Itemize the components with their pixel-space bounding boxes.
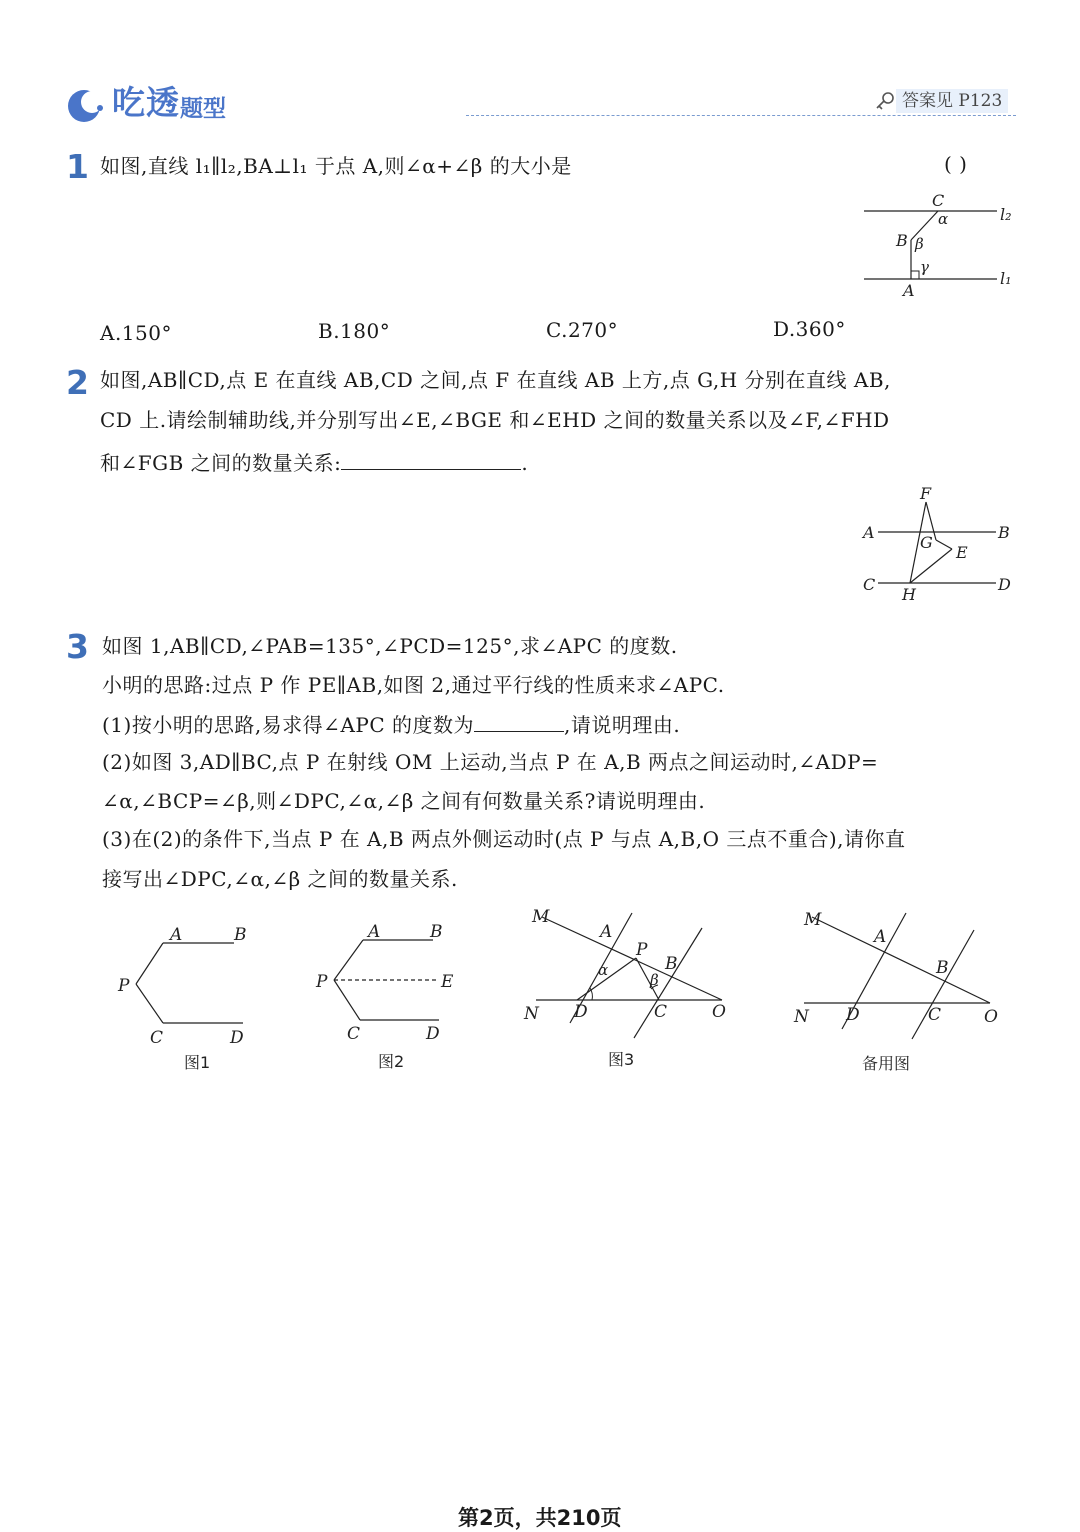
fig1-label-b: B: [234, 925, 247, 945]
fig1-label-p: P: [118, 976, 130, 996]
fig1-label-c: C: [150, 1028, 164, 1048]
section-subtitle: 题型: [180, 96, 226, 122]
fig3-label-b: B: [665, 954, 678, 974]
q3-line-2: 小明的思路:过点 P 作 PE∥AB,如图 2,通过平行线的性质来求∠APC.: [102, 673, 725, 697]
fig4-label-n: N: [794, 1007, 809, 1027]
fig3-label-c: C: [654, 1002, 668, 1022]
q1-label-c: C: [932, 191, 945, 210]
fig1-caption: 图1: [184, 1053, 211, 1072]
q2-label-e: E: [956, 543, 968, 562]
question-number-2: 2: [66, 363, 89, 402]
fig3-label-beta: β: [650, 971, 659, 989]
q2-line-3-text: 和∠FGB 之间的数量关系:: [100, 451, 342, 475]
q1-label-l2: l₂: [1000, 205, 1012, 224]
fig4-caption: 备用图: [862, 1054, 911, 1073]
fig3-label-a: A: [600, 922, 613, 942]
q3-line-3-end: ,请说明理由.: [564, 713, 681, 737]
q3-line-1: 如图 1,AB∥CD,∠PAB=135°,∠PCD=125°,求∠APC 的度数.: [102, 634, 678, 658]
q1-label-a: A: [903, 281, 915, 300]
question-number-1: 1: [66, 147, 89, 186]
q2-line-3: [100, 451, 528, 473]
fig3-label-d: D: [574, 1002, 588, 1022]
fig2-caption: 图2: [378, 1052, 405, 1071]
q1-label-alpha: α: [938, 210, 949, 228]
q1-option-a[interactable]: A.150°: [100, 321, 172, 345]
q2-label-g: G: [920, 533, 933, 552]
q3-line-5: ∠α,∠BCP=∠β,则∠DPC,∠α,∠β 之间有何数量关系?请说明理由.: [102, 789, 706, 813]
q1-label-b: B: [896, 231, 908, 250]
fig4-label-d: D: [846, 1005, 860, 1025]
q3-line-4: (2)如图 3,AD∥BC,点 P 在射线 OM 上运动,当点 P 在 A,B 两点之间运动时,∠ADP=: [102, 750, 879, 774]
header-divider: [466, 115, 1016, 116]
q2-figure: [860, 484, 1020, 610]
fig4-label-a: A: [874, 927, 887, 947]
q1-figure: [862, 190, 1022, 306]
section-title: 吃透: [112, 83, 180, 122]
q2-label-h: H: [902, 585, 916, 604]
fig4-label-c: C: [928, 1005, 942, 1025]
question-number-3: 3: [66, 627, 89, 666]
q1-label-gamma: γ: [920, 258, 929, 276]
q3-answer-blank[interactable]: [474, 713, 564, 732]
fig2-label-p: P: [316, 972, 328, 992]
fig3-label-alpha: α: [598, 961, 609, 979]
fig3-label-n: N: [524, 1004, 539, 1024]
fig1-label-a: A: [170, 925, 183, 945]
fig2-label-b: B: [430, 922, 443, 942]
fig2-label-e: E: [441, 972, 454, 992]
fig4-label-o: O: [984, 1007, 998, 1027]
q3-line-3: [102, 713, 680, 735]
q1-label-l1: l₁: [1000, 269, 1012, 288]
q1-option-c[interactable]: C.270°: [546, 318, 619, 342]
q3-line-3-text: (1)按小明的思路,易求得∠APC 的度数为: [102, 713, 475, 737]
answer-reference: 答案见 P123: [896, 89, 1008, 113]
q2-line-3-end: .: [521, 451, 529, 475]
q3-figure-1: [112, 918, 262, 1082]
q3-line-7: 接写出∠DPC,∠α,∠β 之间的数量关系.: [102, 867, 458, 891]
q2-label-c: C: [863, 575, 876, 594]
fig3-label-m: M: [532, 907, 550, 927]
q2-label-a: A: [863, 523, 875, 542]
fig2-label-a: A: [368, 922, 381, 942]
fig2-label-d: D: [426, 1024, 440, 1044]
fig2-label-c: C: [347, 1024, 361, 1044]
fig3-caption: 图3: [608, 1050, 635, 1069]
fig4-label-b: B: [936, 958, 949, 978]
q3-figure-spare: [790, 905, 1010, 1084]
header-logo-icon: [66, 88, 106, 128]
fig3-label-o: O: [712, 1002, 726, 1022]
q1-label-beta: β: [915, 235, 924, 253]
q1-option-d[interactable]: D.360°: [773, 317, 846, 341]
q1-answer-bracket: ( ): [944, 152, 968, 176]
fig3-label-p: P: [636, 940, 648, 960]
q3-figure-2: [308, 915, 468, 1079]
q2-line-2: CD 上.请绘制辅助线,并分别写出∠E,∠BGE 和∠EHD 之间的数量关系以及∠F,∠FHD: [100, 408, 890, 432]
q2-label-f: F: [920, 484, 932, 503]
q2-label-b: B: [998, 523, 1010, 542]
q2-line-1: 如图,AB∥CD,点 E 在直线 AB,CD 之间,点 F 在直线 AB 上方,点 G,H 分别在直线 AB,: [100, 368, 891, 392]
page-indicator: 第2页，共210页: [458, 1506, 622, 1530]
q2-label-d: D: [998, 575, 1011, 594]
q1-stem: 如图,直线 l₁∥l₂,BA⊥l₁ 于点 A,则∠α+∠β 的大小是: [100, 154, 572, 178]
q2-answer-blank[interactable]: [341, 451, 521, 470]
q1-option-b[interactable]: B.180°: [318, 319, 391, 343]
q3-line-6: (3)在(2)的条件下,当点 P 在 A,B 两点外侧运动时(点 P 与点 A,B,O 三点不重合),请你直: [102, 827, 906, 851]
fig1-label-d: D: [230, 1028, 244, 1048]
q3-figure-3: [520, 905, 740, 1079]
fig4-label-m: M: [804, 910, 822, 930]
key-icon: [874, 91, 896, 115]
